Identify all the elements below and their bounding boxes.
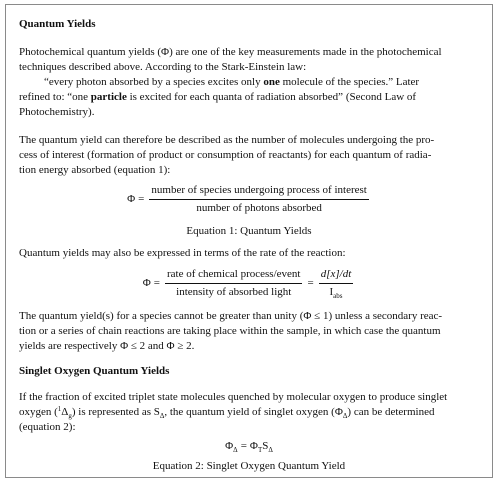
- paragraph-line: The quantum yield(s) for a species cannot be greater than unity (Φ ≤ 1) unless a secondary reac-: [19, 310, 443, 322]
- paragraph-line: Quantum yields may also be expressed in terms of the rate of the reaction:: [19, 247, 346, 259]
- equation-fraction: $\frac{\text{rate of chemical process/event}}{\text{intensity of absorbed light}}$: [167, 268, 301, 298]
- paragraph-line: cess of interest (formation of product or consumption of reactants) for each quantum of radia-: [19, 149, 432, 161]
- equation-rate: Φ = $\frac{\text{rate of chemical process/event}}{\text{intensity of absorbed light}}$ = $\frac{d[x]/dt}{I_{abs}}$: [142, 268, 352, 300]
- paragraph-line: techniques described above. According to the Stark-Einstein law:: [19, 61, 307, 73]
- section-heading-quantum-yields: Quantum Yields: [19, 18, 96, 30]
- fraction-numerator: number of species undergoing process of interest: [149, 183, 368, 200]
- equation-fraction: $\frac{d[x]/dt}{I_{abs}}$: [320, 268, 352, 300]
- paragraph-line: oxygen $(^1\Delta_g)$ is represented as $S_\Delta$, the quantum yield of singlet oxygen $(\Phi_\Delta)$ can be determined: [19, 405, 435, 420]
- equation-1: Φ = $\frac{\text{number of species undergoing process of interest}}{\text{number of photons absorbed}}$: [127, 184, 367, 214]
- section-heading-singlet-oxygen: Singlet Oxygen Quantum Yields: [19, 365, 170, 377]
- quote-line: refined to: “one particle is excited for each quanta of radiation absorbed” (Second Law of: [19, 91, 417, 103]
- paragraph-line: tion energy absorbed (equation 1):: [19, 164, 171, 176]
- quote-line: “every photon absorbed by a species excites only one molecule of the species.” Later: [44, 76, 420, 88]
- equation-fraction: [149, 183, 368, 216]
- equation-caption: Equation 1: Quantum Yields: [186, 225, 312, 237]
- paragraph-line: yields are respectively Φ ≤ 2 and Φ ≥ 2.: [19, 340, 195, 352]
- paragraph-line: If the fraction of excited triplet state molecules quenched by molecular oxygen to produce singlet: [19, 391, 448, 403]
- paragraph-line: Photochemical quantum yields (Φ) are one of the key measurements made in the photochemical: [19, 46, 442, 58]
- fraction-denominator: number of photons absorbed: [196, 202, 322, 214]
- equation-symbol: Φ: [142, 277, 151, 289]
- emphasis-particle: particle: [90, 91, 127, 103]
- paragraph-line: The quantum yield can therefore be described as the number of molecules undergoing the pro-: [19, 134, 435, 146]
- document-panel: [5, 4, 493, 478]
- equation-symbol: Φ: [127, 193, 136, 205]
- paragraph-line: (equation 2):: [19, 421, 76, 433]
- quote-line: Photochemistry).: [19, 106, 95, 118]
- paragraph-line: tion or a series of chain reactions are taking place within the sample, in which case the quantum: [19, 325, 441, 337]
- equation-2: $\Phi_\Delta$ = $\Phi_TS_\Delta$: [225, 440, 273, 454]
- equation-caption: Equation 2: Singlet Oxygen Quantum Yield: [152, 460, 346, 472]
- emphasis-one: one: [263, 76, 280, 88]
